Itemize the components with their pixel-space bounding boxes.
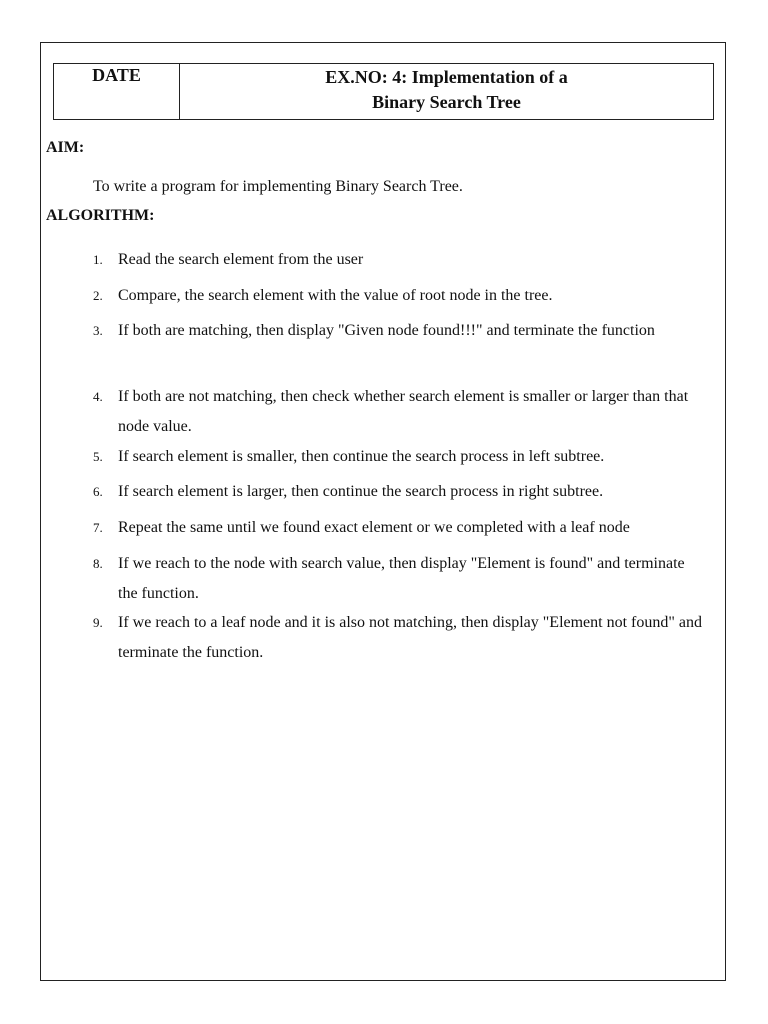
- step-text: If search element is smaller, then continue the search process in left subtree.: [118, 448, 605, 465]
- step-text: If search element is larger, then continue the search process in right subtree.: [118, 483, 604, 500]
- step-number: 9.: [93, 615, 103, 630]
- step-number: 8.: [93, 556, 103, 571]
- step-number: 3.: [93, 323, 103, 338]
- aim-heading: AIM:: [46, 139, 85, 156]
- exercise-title-line2: Binary Search Tree: [372, 92, 521, 112]
- step-number: 2.: [93, 288, 103, 303]
- step-text: If we reach to a leaf node and it is also not matching, then display "Element not found" and terminate the function.: [118, 614, 703, 661]
- step-text: Read the search element from the user: [118, 251, 364, 268]
- step-number: 1.: [93, 252, 103, 267]
- step-text: Compare, the search element with the value of root node in the tree.: [118, 287, 553, 304]
- step-number: 4.: [93, 389, 103, 404]
- step-number: 5.: [93, 449, 103, 464]
- step-text: If we reach to the node with search value, then display "Element is found" and terminate the function.: [118, 555, 685, 602]
- date-cell: DATE: [54, 64, 180, 119]
- algorithm-heading: ALGORITHM:: [46, 207, 155, 224]
- aim-text: To write a program for implementing Binary Search Tree.: [93, 178, 463, 195]
- step-number: 7.: [93, 520, 103, 535]
- exercise-title-cell: [180, 64, 713, 119]
- step-text: If both are not matching, then check whether search element is smaller or larger than that node value.: [118, 388, 689, 435]
- header-table: [53, 63, 714, 120]
- step-text: Repeat the same until we found exact element or we completed with a leaf node: [118, 519, 630, 536]
- exercise-title-line1: EX.NO: 4: Implementation of a: [325, 67, 568, 87]
- step-number: 6.: [93, 484, 103, 499]
- step-text: If both are matching, then display "Given node found!!!" and terminate the function: [118, 322, 655, 339]
